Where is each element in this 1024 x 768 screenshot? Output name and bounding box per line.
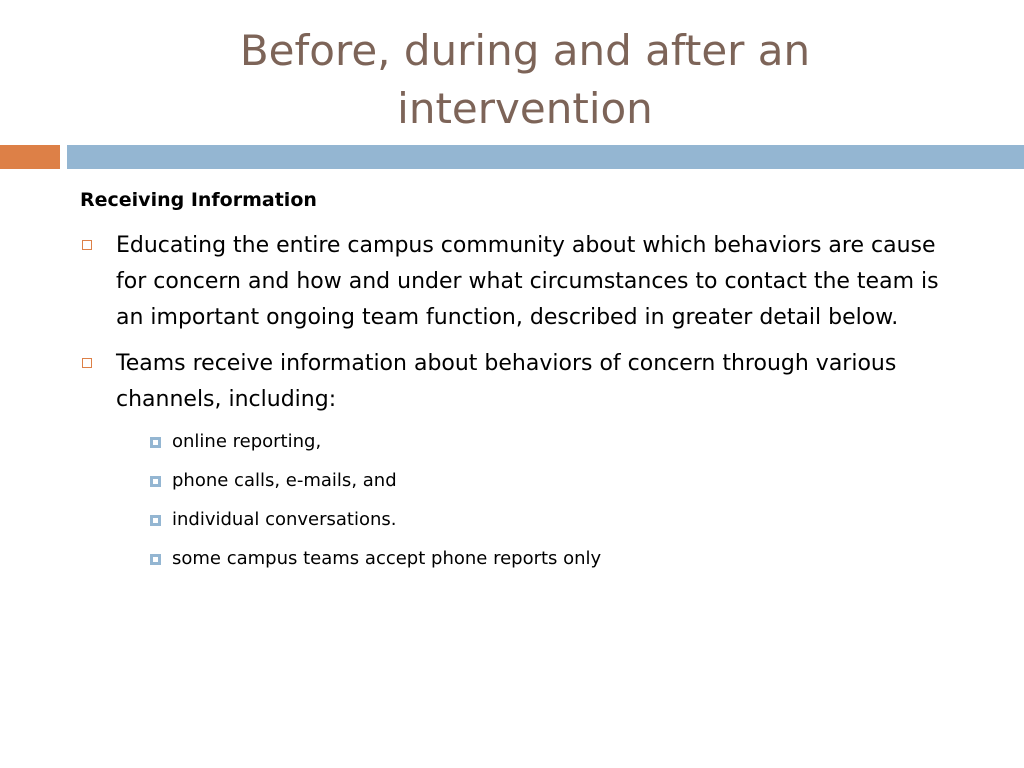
filled-square-bullet-icon	[150, 476, 161, 487]
sub-bullet-list	[80, 428, 970, 573]
bullet-item	[80, 228, 970, 336]
bullet-text: Teams receive information about behaviors of concern through various channels, including:	[116, 351, 897, 412]
sub-bullet-text: some campus teams accept phone reports only	[172, 548, 602, 569]
bullet-list	[80, 228, 970, 584]
sub-bullet-text: individual conversations.	[172, 509, 397, 530]
accent-bar-blue	[67, 145, 1024, 169]
sub-bullet-item	[148, 545, 970, 573]
filled-square-bullet-icon	[150, 554, 161, 565]
section-heading: Receiving Information	[80, 189, 317, 211]
slide-title-line-2: intervention	[397, 84, 653, 133]
sub-bullet-item	[148, 506, 970, 534]
bullet-text: Educating the entire campus community about which behaviors are cause for concern and how and under what circumstances to contact the team is an important ongoing team function, described in greater detail below.	[116, 233, 939, 330]
filled-square-bullet-icon	[150, 515, 161, 526]
hollow-square-bullet-icon	[82, 358, 92, 368]
sub-bullet-item	[148, 467, 970, 495]
bullet-item	[80, 346, 970, 418]
slide-title	[0, 22, 1024, 138]
sub-bullet-text: online reporting,	[172, 431, 322, 452]
slide-title-line-1: Before, during and after an	[239, 26, 811, 75]
sub-bullet-item	[148, 428, 970, 456]
filled-square-bullet-icon	[150, 437, 161, 448]
accent-bar-orange	[0, 145, 60, 169]
hollow-square-bullet-icon	[82, 240, 92, 250]
sub-bullet-text: phone calls, e-mails, and	[172, 470, 397, 491]
